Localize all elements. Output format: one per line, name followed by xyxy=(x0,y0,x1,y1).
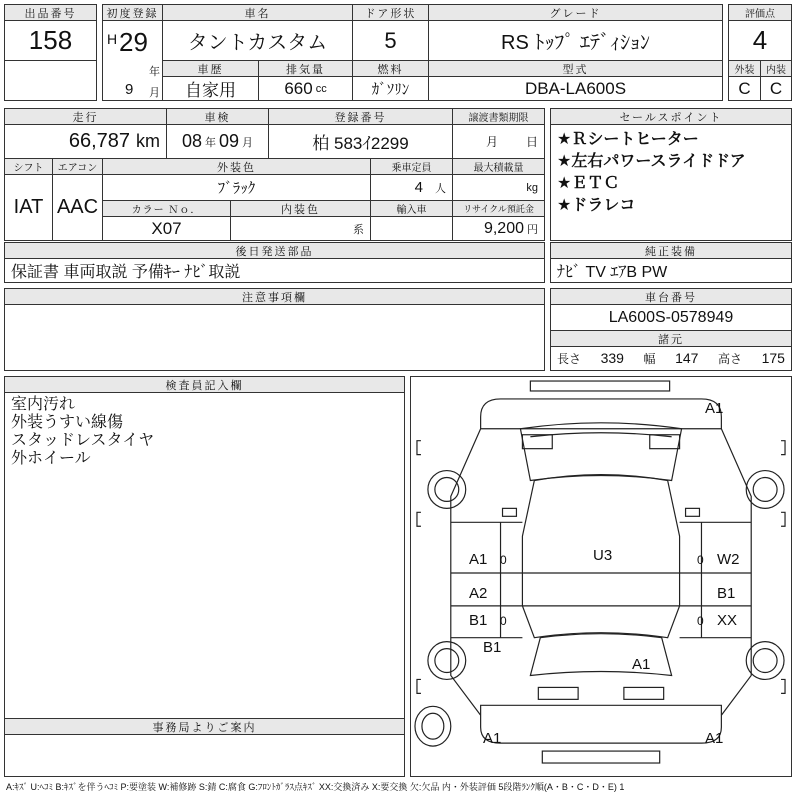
height-label: 高さ xyxy=(718,352,743,366)
capacity-unit: 人 xyxy=(435,182,446,195)
capacity-header: 乗車定員 xyxy=(370,158,453,175)
aircon: AAC xyxy=(52,174,103,241)
inspector-notes-header: 検査員記入欄 xyxy=(4,376,405,393)
notes-header: 注意事項欄 xyxy=(4,288,545,305)
damage-diagram xyxy=(410,376,792,777)
interior-score-header: 内装 xyxy=(760,60,792,77)
damage-code-front-right: A1 xyxy=(705,400,724,417)
lot-number: 158 xyxy=(4,20,97,61)
exterior-score: C xyxy=(728,76,761,101)
damage-code-rear-door-right-lower: XX xyxy=(717,612,738,629)
recycle-deposit-header: リサイクル預託金 xyxy=(452,200,545,217)
mileage-unit: km xyxy=(136,131,160,151)
month-unit: 月 xyxy=(149,87,160,99)
model-header: 型式 xyxy=(428,60,723,77)
transfer-deadline xyxy=(452,124,545,159)
inspector-note-line: 外装うすい線傷 xyxy=(11,414,124,431)
displacement-header: 排気量 xyxy=(258,60,353,77)
height-value: 175 xyxy=(761,350,785,366)
sales-point-item: ★ＥＴＣ xyxy=(557,175,620,192)
damage-mark: 0 xyxy=(697,614,704,628)
transfer-deadline-header: 譲渡書類期限 xyxy=(452,108,545,125)
history: 自家用 xyxy=(162,76,259,101)
import-value xyxy=(370,216,453,241)
grade-header: グレード xyxy=(428,4,723,21)
specs xyxy=(550,346,792,371)
car-name: タントカスタム xyxy=(162,20,353,61)
damage-mark: 0 xyxy=(697,553,704,567)
transfer-day-unit: 日 xyxy=(525,135,538,149)
damage-mark: 0 xyxy=(500,553,507,567)
door-count: 5 xyxy=(352,20,429,61)
displacement xyxy=(258,76,353,101)
displacement-value: 660 xyxy=(284,78,313,98)
damage-code-front-door-right: W2 xyxy=(717,551,740,568)
car-name-header: 車名 xyxy=(162,4,353,21)
capacity-value: 4 xyxy=(414,179,423,196)
lot-number-blank xyxy=(4,60,97,101)
sales-points-list xyxy=(550,124,792,241)
transfer-month-unit: 月 xyxy=(485,135,498,149)
recycle-deposit-unit: 円 xyxy=(527,223,538,236)
damage-code-rear-door-left-upper: A2 xyxy=(469,585,488,602)
fuel: ｶﾞｿﾘﾝ xyxy=(352,76,429,101)
specs-header: 諸元 xyxy=(550,330,792,347)
office-notice-body xyxy=(4,734,405,777)
fuel-header: 燃料 xyxy=(352,60,429,77)
damage-code-front-door-left: A1 xyxy=(469,551,488,568)
sales-points-header: セールスポイント xyxy=(550,108,792,125)
mileage xyxy=(4,124,167,159)
inspection-month-unit: 月 xyxy=(242,136,254,149)
capacity xyxy=(370,174,453,201)
interior-color-header: 内装色 xyxy=(230,200,371,217)
score-header: 評価点 xyxy=(728,4,792,21)
import-header: 輸入車 xyxy=(370,200,453,217)
lot-number-header: 出品番号 xyxy=(4,4,97,21)
recycle-deposit xyxy=(452,216,545,241)
inspector-notes xyxy=(4,392,405,719)
era: H xyxy=(107,31,118,47)
width-value: 147 xyxy=(675,350,699,366)
later-parts: 保証書 車両取説 予備ｷｰ ﾅﾋﾞ取説 xyxy=(4,258,545,283)
model-code: DBA-LA600S xyxy=(428,76,723,101)
displacement-unit: cc xyxy=(315,82,327,95)
length-value: 339 xyxy=(600,350,624,366)
first-registration-header: 初度登録 xyxy=(102,4,163,21)
notes-body xyxy=(4,304,545,371)
sales-point-item: ★左右パワースライドドア xyxy=(557,153,746,170)
car-outline-diagram xyxy=(411,377,791,776)
inspection-header: 車検 xyxy=(166,108,269,125)
exterior-color-header: 外装色 xyxy=(102,158,371,175)
length-label: 長さ xyxy=(557,352,582,366)
registration-year: 29 xyxy=(119,27,148,57)
sales-point-item: ★ドラレコ xyxy=(557,197,636,214)
score: 4 xyxy=(728,20,792,61)
inspection-year: 08 xyxy=(181,131,202,151)
shift-header: シフト xyxy=(4,158,53,175)
legend-footer: A:ｷｽﾞ U:ﾍｺﾐ B:ｷｽﾞを伴うﾍｺﾐ P:要塗装 W:補修跡 S:錆 C:腐食 G:ﾌﾛﾝﾄｶﾞﾗｽ点ｷｽﾞ XX:交換済み X:要交換 欠:欠品 内・外装評価 5段階ﾗﾝｸ順(A・B・C・D・E) 1 xyxy=(6,782,625,792)
damage-code-rear-window: A1 xyxy=(632,656,651,673)
inspector-note-line: 外ホイール xyxy=(11,450,91,467)
aircon-header: エアコン xyxy=(52,158,103,175)
registration-month: 9 xyxy=(125,81,134,98)
mileage-header: 走行 xyxy=(4,108,167,125)
first-registration xyxy=(102,20,163,101)
inspection-month: 09 xyxy=(219,131,240,151)
damage-code-rear-door-right-upper: B1 xyxy=(717,585,736,602)
damage-mark: 0 xyxy=(500,614,507,628)
width-label: 幅 xyxy=(643,352,656,366)
inspection-year-unit: 年 xyxy=(205,136,216,149)
recycle-deposit-value: 9,200 xyxy=(483,219,524,237)
damage-code-rear-door-left-lower: B1 xyxy=(469,612,488,629)
payload-unit: kg xyxy=(452,174,545,201)
chassis-number-header: 車台番号 xyxy=(550,288,792,305)
inspector-note-line: スタッドレスタイヤ xyxy=(11,432,155,449)
office-notice-header: 事務局よりご案内 xyxy=(4,718,405,735)
door-header: ドア形状 xyxy=(352,4,429,21)
color-number-header: カラー Ｎｏ． xyxy=(102,200,231,217)
inspection-expiry xyxy=(166,124,269,159)
later-parts-header: 後日発送部品 xyxy=(4,242,545,259)
history-header: 車歴 xyxy=(162,60,259,77)
exterior-score-header: 外装 xyxy=(728,60,761,77)
inspector-note-line: 室内汚れ xyxy=(11,396,76,413)
payload-header: 最大積載量 xyxy=(452,158,545,175)
mileage-value: 66,787 xyxy=(68,130,130,152)
registration-number-header: 登録番号 xyxy=(268,108,453,125)
equipment: ﾅﾋﾞ TV ｴｱB PW xyxy=(550,258,792,283)
shift: IAT xyxy=(4,174,53,241)
sales-point-item: ★Ｒシートヒーター xyxy=(557,131,699,148)
interior-score: C xyxy=(760,76,792,101)
registration-number: 柏 583ｲ2299 xyxy=(268,124,453,159)
color-number: X07 xyxy=(102,216,231,241)
exterior-color: ﾌﾞﾗｯｸ xyxy=(102,174,371,201)
damage-code-rear-bumper-left: A1 xyxy=(483,730,502,747)
grade: RS ﾄｯﾌﾟ ｴﾃﾞｨｼｮﾝ xyxy=(428,20,723,61)
equipment-header: 純正装備 xyxy=(550,242,792,259)
damage-code-rear-bumper-right: A1 xyxy=(705,730,724,747)
year-unit: 年 xyxy=(149,66,160,78)
interior-color-unit: 系 xyxy=(230,216,371,241)
damage-code-rear-fender-left: B1 xyxy=(483,639,502,656)
chassis-number: LA600S-0578949 xyxy=(550,304,792,331)
damage-code-roof: U3 xyxy=(593,547,613,564)
